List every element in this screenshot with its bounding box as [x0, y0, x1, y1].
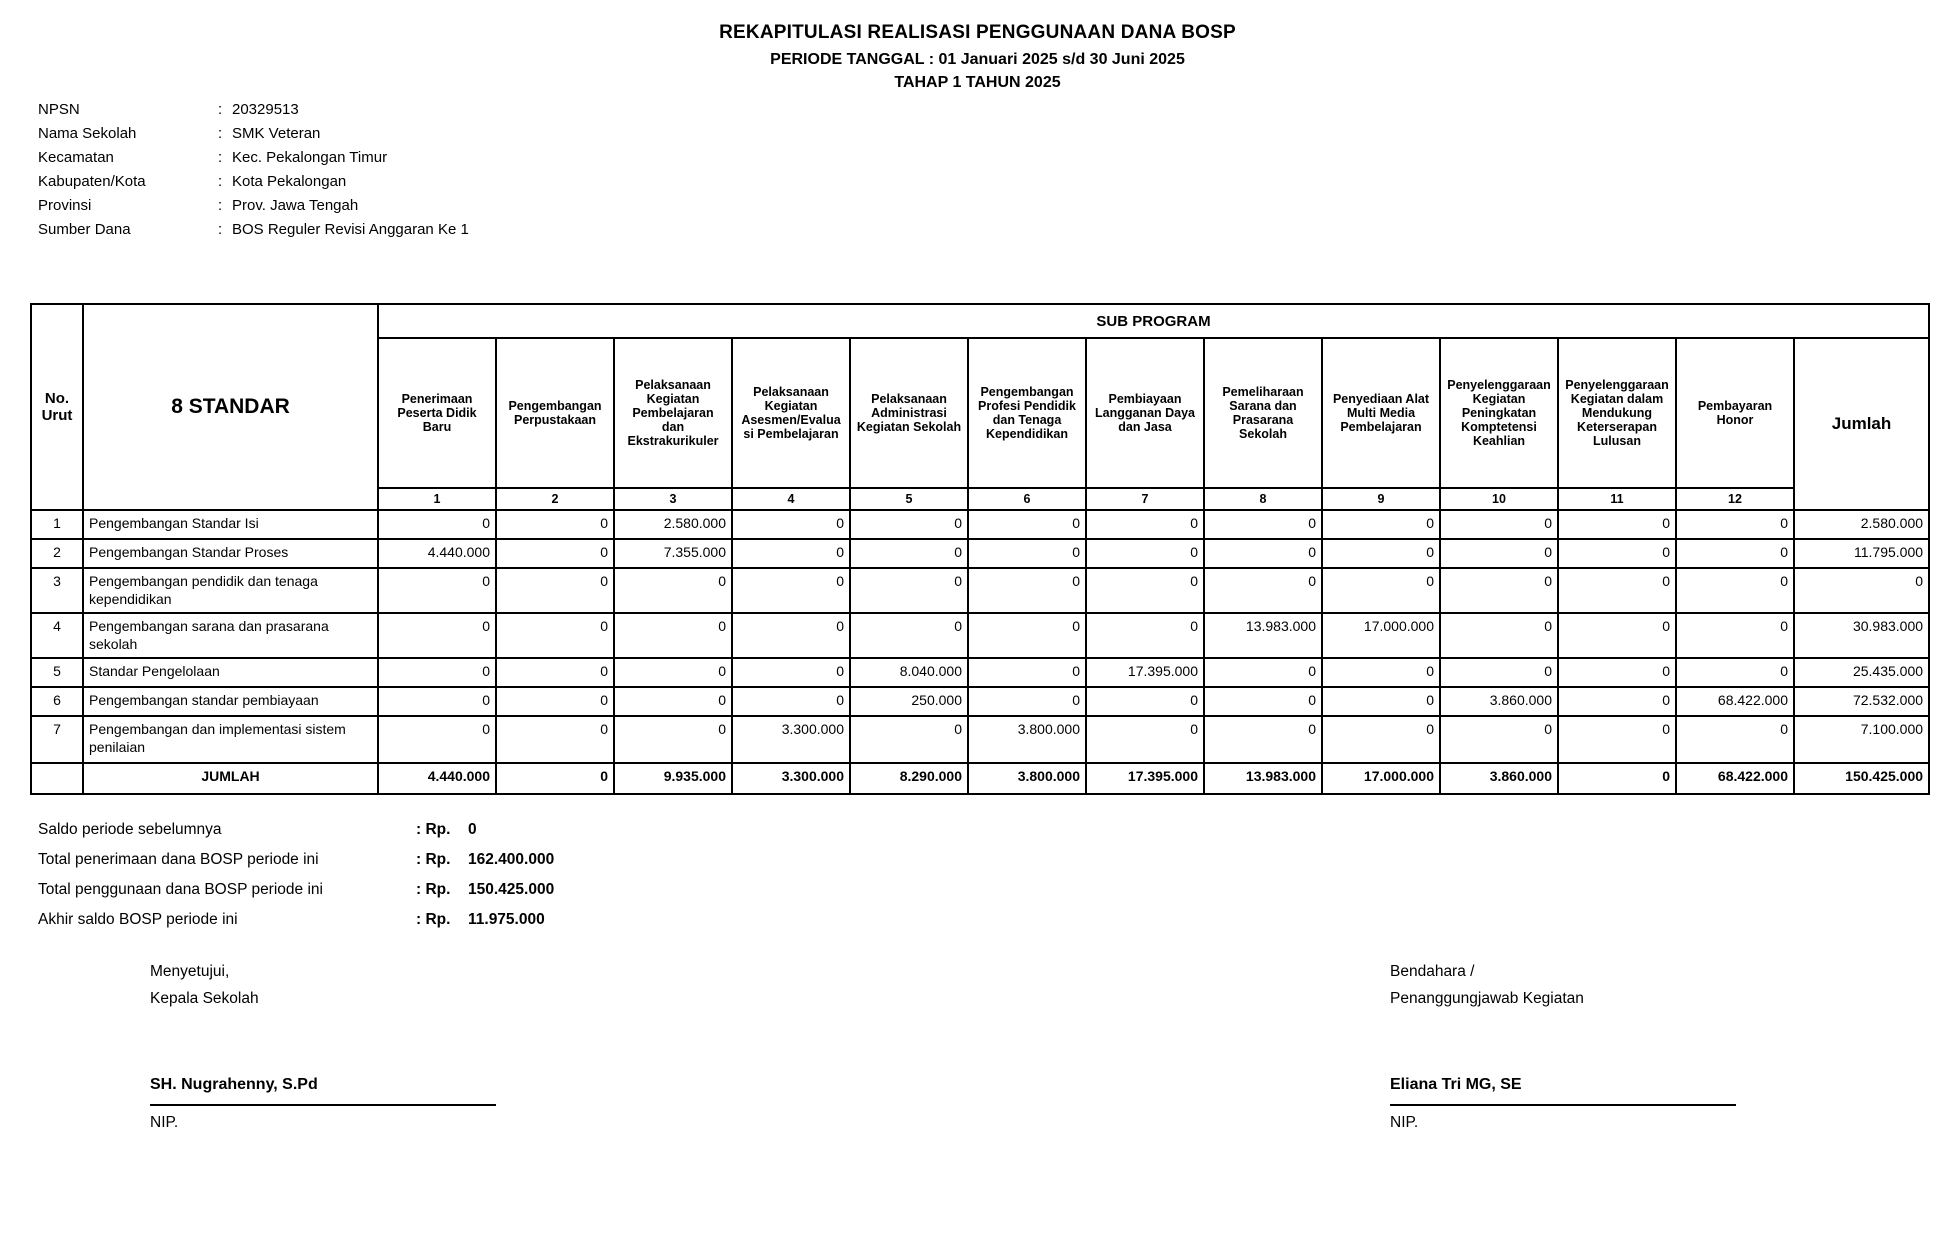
- value-cell: 0: [732, 539, 850, 568]
- meta-label: Kecamatan: [38, 148, 114, 166]
- value-cell: 0: [378, 716, 496, 763]
- value-cell: 13.983.000: [1204, 613, 1322, 658]
- meta-value: Prov. Jawa Tengah: [232, 196, 359, 214]
- value-cell: 0: [496, 613, 614, 658]
- value-cell: 0: [968, 539, 1086, 568]
- value-cell: 0: [496, 568, 614, 613]
- meta-value: 20329513: [232, 100, 299, 118]
- value-cell: 0: [732, 658, 850, 687]
- value-cell: 0: [496, 539, 614, 568]
- table-row: [31, 658, 1929, 687]
- table-header-row-top: [31, 304, 1929, 338]
- value-cell: 0: [378, 658, 496, 687]
- summary-currency-prefix: : Rp.: [416, 821, 451, 838]
- summary-currency-prefix: : Rp.: [416, 881, 451, 898]
- standar-name-cell: Pengembangan pendidik dan tenaga kependidikan: [83, 568, 378, 613]
- value-cell: 0: [850, 568, 968, 613]
- value-cell: 0: [1558, 510, 1676, 539]
- table-row: [31, 568, 1929, 613]
- value-cell: 0: [1322, 568, 1440, 613]
- row-number-cell: 5: [31, 658, 83, 687]
- table-row: [31, 613, 1929, 658]
- footer-value-cell: 9.935.000: [614, 763, 732, 794]
- nip-label: NIP.: [1390, 1114, 1419, 1131]
- summary-amount: 150.425.000: [468, 881, 555, 898]
- summary-amount: 0: [468, 821, 477, 838]
- fund-summary-block: [38, 815, 554, 935]
- meta-value: Kota Pekalongan: [232, 172, 347, 190]
- value-cell: 0: [1204, 687, 1322, 716]
- meta-colon: :: [218, 220, 223, 238]
- value-cell: 3.860.000: [1440, 687, 1558, 716]
- subprogram-column-header: Pengembangan Profesi Pendidik dan Tenaga Kependidikan: [968, 338, 1086, 488]
- value-cell: 0: [1558, 716, 1676, 763]
- value-cell: 0: [1676, 716, 1794, 763]
- table-row: [31, 539, 1929, 568]
- value-cell: 2.580.000: [614, 510, 732, 539]
- summary-amount: 11.975.000: [468, 911, 545, 928]
- value-cell: 0: [496, 658, 614, 687]
- value-cell: 0: [1204, 716, 1322, 763]
- signature-role-line: Penanggungjawab Kegiatan: [1390, 990, 1584, 1007]
- subprogram-column-header: Pembiayaan Langganan Daya dan Jasa: [1086, 338, 1204, 488]
- table-row: [31, 716, 1929, 763]
- value-cell: 0: [732, 510, 850, 539]
- value-cell: 0: [614, 613, 732, 658]
- footer-value-cell: 17.395.000: [1086, 763, 1204, 794]
- value-cell: 0: [732, 687, 850, 716]
- col-header-8-standar: 8 STANDAR: [83, 304, 378, 510]
- value-cell: 0: [1676, 613, 1794, 658]
- subprogram-column-header: Pengembangan Perpustakaan: [496, 338, 614, 488]
- value-cell: 0: [1558, 658, 1676, 687]
- signature-role-line: Menyetujui,: [150, 963, 230, 980]
- signature-role-line: Bendahara /: [1390, 963, 1475, 980]
- nip-label: NIP.: [150, 1114, 179, 1131]
- footer-empty-cell: [31, 763, 83, 794]
- column-index: 5: [850, 488, 968, 510]
- standar-name-cell: Pengembangan standar pembiayaan: [83, 687, 378, 716]
- phase-subtitle: TAHAP 1 TAHUN 2025: [894, 74, 1061, 91]
- meta-row: [38, 97, 469, 121]
- summary-label: Total penggunaan dana BOSP periode ini: [38, 881, 323, 898]
- value-cell: 0: [850, 716, 968, 763]
- page-title: REKAPITULASI REALISASI PENGGUNAAN DANA BOSP: [719, 22, 1236, 43]
- subprogram-column-header: Penyelenggaraan Kegiatan Peningkatan Komptetensi Keahlian: [1440, 338, 1558, 488]
- summary-amount: 162.400.000: [468, 851, 555, 868]
- summary-label: Saldo periode sebelumnya: [38, 821, 222, 838]
- row-total-cell: 11.795.000: [1794, 539, 1929, 568]
- value-cell: 0: [614, 658, 732, 687]
- col-header-no-urut: No. Urut: [31, 304, 83, 510]
- period-subtitle: PERIODE TANGGAL : 01 Januari 2025 s/d 30 Juni 2025: [770, 51, 1185, 68]
- meta-label: Sumber Dana: [38, 220, 131, 238]
- value-cell: 0: [1440, 510, 1558, 539]
- value-cell: 0: [496, 716, 614, 763]
- meta-label: Provinsi: [38, 196, 92, 214]
- meta-value: Kec. Pekalongan Timur: [232, 148, 388, 166]
- column-index: 8: [1204, 488, 1322, 510]
- value-cell: 17.000.000: [1322, 613, 1440, 658]
- value-cell: 3.300.000: [732, 716, 850, 763]
- value-cell: 0: [496, 510, 614, 539]
- meta-value: SMK Veteran: [232, 124, 321, 142]
- signature-line: [150, 1104, 496, 1106]
- summary-label: Total penerimaan dana BOSP periode ini: [38, 851, 319, 868]
- summary-currency-prefix: : Rp.: [416, 911, 451, 928]
- standar-name-cell: Pengembangan Standar Proses: [83, 539, 378, 568]
- value-cell: 0: [1322, 658, 1440, 687]
- value-cell: 68.422.000: [1676, 687, 1794, 716]
- value-cell: 4.440.000: [378, 539, 496, 568]
- value-cell: 0: [378, 510, 496, 539]
- subprogram-column-header: Penerimaan Peserta Didik Baru: [378, 338, 496, 488]
- value-cell: 0: [1440, 613, 1558, 658]
- bosp-realization-table: [30, 303, 1930, 795]
- value-cell: 0: [1204, 568, 1322, 613]
- meta-colon: :: [218, 124, 223, 142]
- value-cell: 0: [968, 568, 1086, 613]
- row-total-cell: 72.532.000: [1794, 687, 1929, 716]
- row-total-cell: 0: [1794, 568, 1929, 613]
- footer-value-cell: 3.300.000: [732, 763, 850, 794]
- value-cell: 0: [378, 687, 496, 716]
- value-cell: 0: [614, 568, 732, 613]
- column-index: 6: [968, 488, 1086, 510]
- table-row: [31, 510, 1929, 539]
- value-cell: 0: [1322, 687, 1440, 716]
- subprogram-column-header: Pelaksanaan Kegiatan Pembelajaran dan Ekstrakurikuler: [614, 338, 732, 488]
- meta-row: [38, 145, 469, 169]
- footer-value-cell: 8.290.000: [850, 763, 968, 794]
- footer-value-cell: 4.440.000: [378, 763, 496, 794]
- value-cell: 0: [1086, 568, 1204, 613]
- column-index: 10: [1440, 488, 1558, 510]
- table-footer-row: [31, 763, 1929, 794]
- row-total-cell: 30.983.000: [1794, 613, 1929, 658]
- row-number-cell: 2: [31, 539, 83, 568]
- school-meta-block: [38, 97, 469, 241]
- meta-colon: :: [218, 100, 223, 118]
- table-row: [31, 687, 1929, 716]
- meta-row: [38, 121, 469, 145]
- value-cell: 0: [378, 568, 496, 613]
- value-cell: 0: [1558, 539, 1676, 568]
- value-cell: 0: [1440, 658, 1558, 687]
- row-number-cell: 6: [31, 687, 83, 716]
- row-number-cell: 3: [31, 568, 83, 613]
- value-cell: 0: [1440, 539, 1558, 568]
- value-cell: 0: [1676, 568, 1794, 613]
- column-index: 3: [614, 488, 732, 510]
- subprogram-column-header: Pelaksanaan Kegiatan Asesmen/Evaluasi Pembelajaran: [732, 338, 850, 488]
- meta-colon: :: [218, 148, 223, 166]
- meta-label: Kabupaten/Kota: [38, 172, 146, 190]
- value-cell: 8.040.000: [850, 658, 968, 687]
- value-cell: 3.800.000: [968, 716, 1086, 763]
- signature-block-left: [150, 958, 496, 1132]
- value-cell: 0: [1322, 539, 1440, 568]
- value-cell: 17.395.000: [1086, 658, 1204, 687]
- value-cell: 0: [968, 687, 1086, 716]
- value-cell: 0: [1086, 510, 1204, 539]
- value-cell: 250.000: [850, 687, 968, 716]
- meta-value: BOS Reguler Revisi Anggaran Ke 1: [232, 220, 469, 238]
- row-total-cell: 25.435.000: [1794, 658, 1929, 687]
- value-cell: 0: [378, 613, 496, 658]
- column-index: 7: [1086, 488, 1204, 510]
- signer-name: Eliana Tri MG, SE: [1390, 1076, 1522, 1093]
- summary-currency-prefix: : Rp.: [416, 851, 451, 868]
- summary-row: [38, 845, 554, 875]
- document-header: [0, 22, 1955, 92]
- summary-row: [38, 815, 554, 845]
- subprogram-column-header: Pembayaran Honor: [1676, 338, 1794, 488]
- value-cell: 0: [850, 539, 968, 568]
- column-index: 11: [1558, 488, 1676, 510]
- row-number-cell: 7: [31, 716, 83, 763]
- signature-role-line: Kepala Sekolah: [150, 990, 259, 1007]
- value-cell: 0: [1440, 716, 1558, 763]
- column-index: 2: [496, 488, 614, 510]
- column-index: 1: [378, 488, 496, 510]
- value-cell: 0: [1558, 613, 1676, 658]
- standar-name-cell: Pengembangan dan implementasi sistem penilaian: [83, 716, 378, 763]
- value-cell: 0: [1086, 539, 1204, 568]
- signer-name: SH. Nugrahenny, S.Pd: [150, 1076, 318, 1093]
- footer-value-cell: 0: [1558, 763, 1676, 794]
- value-cell: 0: [1204, 539, 1322, 568]
- value-cell: 0: [1086, 687, 1204, 716]
- row-number-cell: 4: [31, 613, 83, 658]
- meta-row: [38, 193, 469, 217]
- value-cell: 0: [732, 568, 850, 613]
- meta-row: [38, 217, 469, 241]
- meta-colon: :: [218, 172, 223, 190]
- value-cell: 0: [496, 687, 614, 716]
- standar-name-cell: Standar Pengelolaan: [83, 658, 378, 687]
- value-cell: 0: [850, 510, 968, 539]
- meta-row: [38, 169, 469, 193]
- value-cell: 0: [850, 613, 968, 658]
- subprogram-column-header: Pemeliharaan Sarana dan Prasarana Sekolah: [1204, 338, 1322, 488]
- value-cell: 0: [1676, 510, 1794, 539]
- value-cell: 0: [1204, 658, 1322, 687]
- value-cell: 0: [1676, 539, 1794, 568]
- footer-value-cell: 17.000.000: [1322, 763, 1440, 794]
- footer-value-cell: 68.422.000: [1676, 763, 1794, 794]
- row-total-cell: 7.100.000: [1794, 716, 1929, 763]
- value-cell: 0: [1322, 716, 1440, 763]
- subprogram-column-header: Penyelenggaraan Kegiatan dalam Mendukung Keterserapan Lulusan: [1558, 338, 1676, 488]
- col-header-sub-program: SUB PROGRAM: [378, 304, 1929, 338]
- value-cell: 0: [1676, 658, 1794, 687]
- value-cell: 0: [1204, 510, 1322, 539]
- footer-label-cell: JUMLAH: [83, 763, 378, 794]
- value-cell: 0: [1086, 613, 1204, 658]
- value-cell: 0: [968, 658, 1086, 687]
- col-header-jumlah: Jumlah: [1794, 338, 1929, 510]
- footer-value-cell: 3.800.000: [968, 763, 1086, 794]
- summary-row: [38, 905, 554, 935]
- value-cell: 0: [968, 510, 1086, 539]
- value-cell: 0: [614, 687, 732, 716]
- value-cell: 0: [1558, 687, 1676, 716]
- meta-label: Nama Sekolah: [38, 124, 137, 142]
- meta-colon: :: [218, 196, 223, 214]
- row-number-cell: 1: [31, 510, 83, 539]
- footer-value-cell: 3.860.000: [1440, 763, 1558, 794]
- value-cell: 0: [1086, 716, 1204, 763]
- column-index: 4: [732, 488, 850, 510]
- value-cell: 0: [614, 716, 732, 763]
- summary-label: Akhir saldo BOSP periode ini: [38, 911, 238, 928]
- value-cell: 0: [1440, 568, 1558, 613]
- footer-value-cell: 13.983.000: [1204, 763, 1322, 794]
- value-cell: 0: [732, 613, 850, 658]
- value-cell: 7.355.000: [614, 539, 732, 568]
- signature-block-right: [1390, 958, 1736, 1132]
- column-index: 12: [1676, 488, 1794, 510]
- row-total-cell: 2.580.000: [1794, 510, 1929, 539]
- footer-value-cell: 0: [496, 763, 614, 794]
- value-cell: 0: [968, 613, 1086, 658]
- subprogram-column-header: Penyediaan Alat Multi Media Pembelajaran: [1322, 338, 1440, 488]
- column-index: 9: [1322, 488, 1440, 510]
- signature-line: [1390, 1104, 1736, 1106]
- grand-total-cell: 150.425.000: [1794, 763, 1929, 794]
- standar-name-cell: Pengembangan Standar Isi: [83, 510, 378, 539]
- value-cell: 0: [1322, 510, 1440, 539]
- subprogram-column-header: Pelaksanaan Administrasi Kegiatan Sekolah: [850, 338, 968, 488]
- standar-name-cell: Pengembangan sarana dan prasarana sekolah: [83, 613, 378, 658]
- meta-label: NPSN: [38, 100, 80, 118]
- summary-row: [38, 875, 554, 905]
- value-cell: 0: [1558, 568, 1676, 613]
